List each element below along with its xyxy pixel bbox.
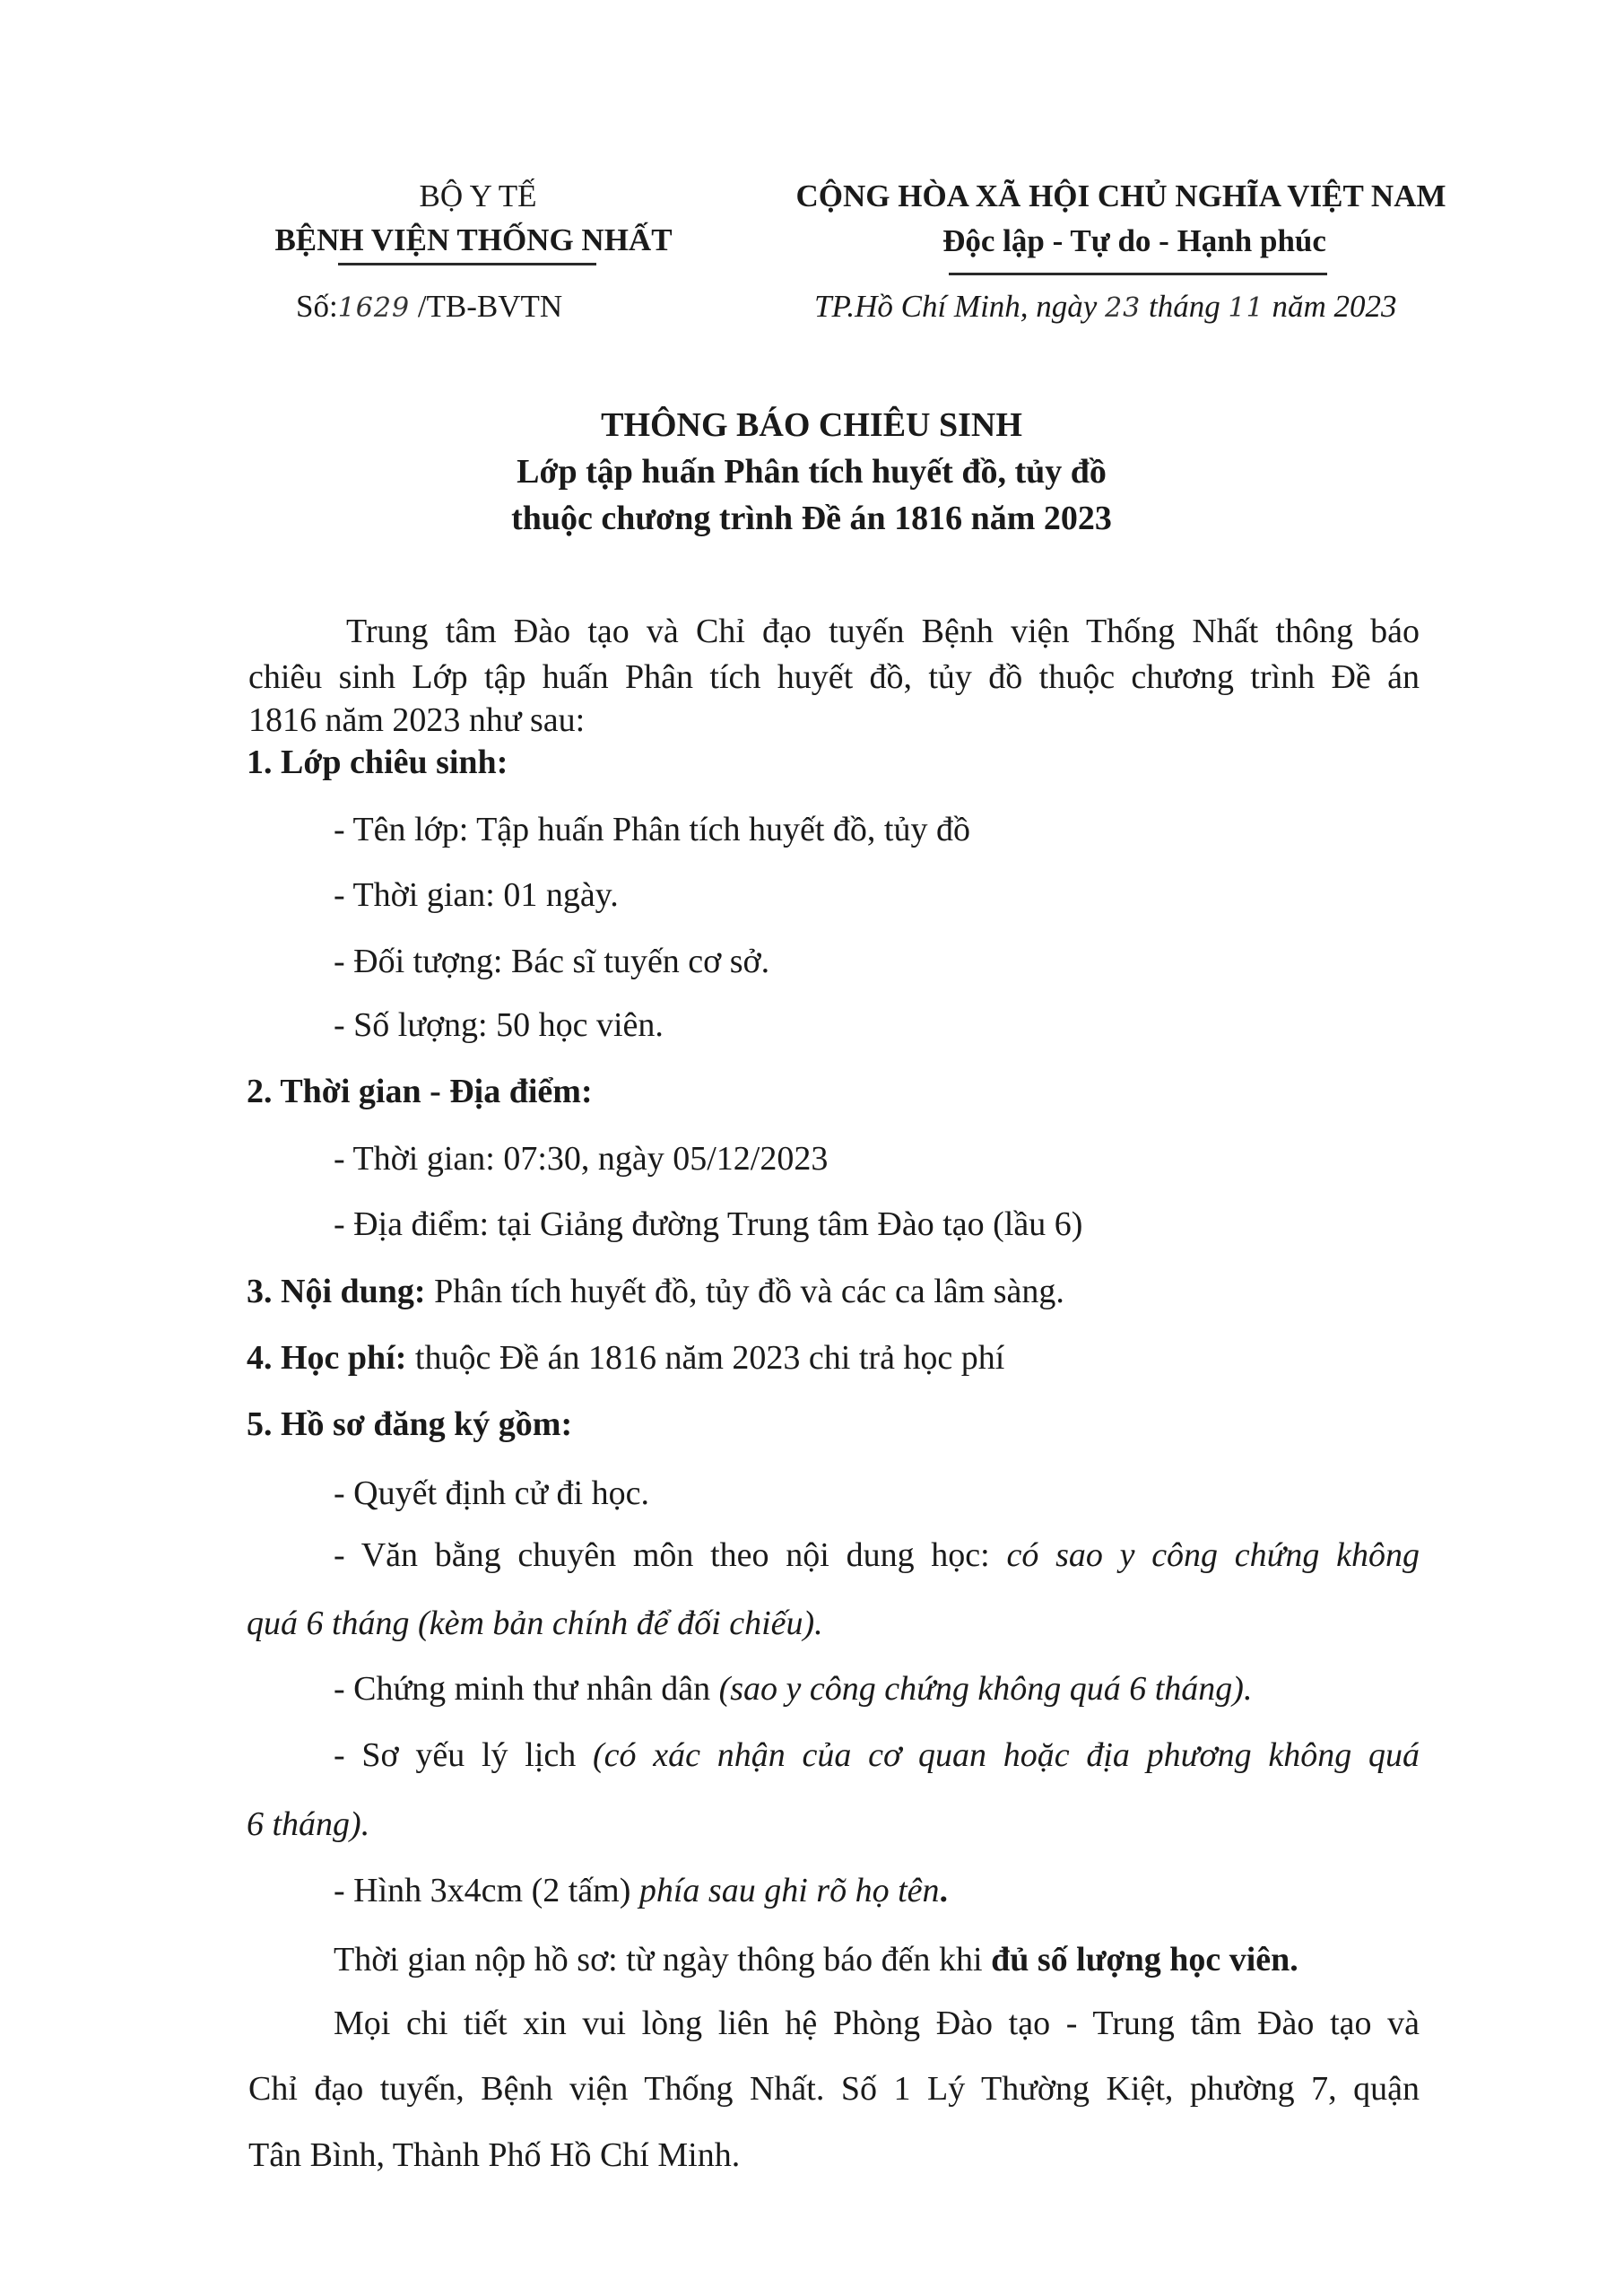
section-1-heading: 1. Lớp chiêu sinh: xyxy=(247,744,508,781)
submission-deadline xyxy=(334,1943,1298,1977)
place-date-prefix: TP.Hồ Chí Minh, ngày xyxy=(814,289,1098,324)
section-5-item-4-note: (có xác nhận của cơ quan hoặc địa phương không quá xyxy=(593,1736,1420,1774)
notice-subtitle-2: thuộc chương trình Đề án 1816 năm 2023 xyxy=(511,500,1112,537)
section-5-heading: 5. Hồ sơ đăng ký gồm: xyxy=(247,1405,573,1443)
deadline-emphasis: đủ số lượng học viên. xyxy=(991,1941,1298,1979)
section-3 xyxy=(247,1274,1064,1309)
contact-line-3: Tân Bình, Thành Phố Hồ Chí Minh. xyxy=(248,2136,741,2174)
national-motto: Độc lập - Tự do - Hạnh phúc xyxy=(942,223,1326,258)
intro-line-3: 1816 năm 2023 như sau: xyxy=(248,701,586,739)
section-5-item xyxy=(334,1538,1420,1572)
section-5-item-4-text: - Sơ yếu lý lịch xyxy=(334,1736,594,1774)
section-5-item-2-note: có sao y công chứng không xyxy=(1006,1536,1420,1574)
handwritten-day: 23 xyxy=(1105,292,1142,324)
section-5-item-5-text: - Hình 3x4cm (2 tấm) xyxy=(334,1872,639,1909)
section-5-item-5-note: phía sau ghi rõ họ tên xyxy=(638,1872,940,1909)
number-suffix: /TB-BVTN xyxy=(410,289,563,324)
document-number xyxy=(296,291,562,324)
notice-title: THÔNG BÁO CHIÊU SINH xyxy=(601,406,1022,444)
hospital-underline xyxy=(338,263,596,265)
country-name: CỘNG HÒA XÃ HỘI CHỦ NGHĨA VIỆT NAM xyxy=(795,178,1446,213)
section-1-item: - Số lượng: 50 học viên. xyxy=(334,1006,664,1044)
section-1-item: - Tên lớp: Tập huấn Phân tích huyết đồ, tủy đồ xyxy=(334,811,970,848)
notice-subtitle-1: Lớp tập huấn Phân tích huyết đồ, tủy đồ xyxy=(517,453,1107,491)
motto-underline xyxy=(949,273,1327,275)
section-5-item xyxy=(334,1738,1420,1772)
year-text: năm 2023 xyxy=(1272,289,1397,324)
handwritten-number: 1629 xyxy=(337,292,411,324)
section-5-item-4-continued: 6 tháng). xyxy=(247,1805,370,1843)
section-5-item xyxy=(334,1874,948,1908)
section-5-item: - Quyết định cử đi học. xyxy=(334,1474,649,1512)
section-5-item xyxy=(334,1672,1252,1706)
handwritten-month: 11 xyxy=(1228,292,1264,324)
contact-line-2: Chỉ đạo tuyến, Bệnh viện Thống Nhất. Số 1 Lý Thường Kiệt, phường 7, quận xyxy=(248,2070,1420,2108)
section-2-item: - Thời gian: 07:30, ngày 05/12/2023 xyxy=(334,1140,829,1178)
intro-line-2: chiêu sinh Lớp tập huấn Phân tích huyết đồ, tủy đồ thuộc chương trình Đề án xyxy=(248,658,1420,696)
section-4-text: thuộc Đề án 1816 năm 2023 chi trả học phí xyxy=(406,1339,1005,1377)
section-5-item-2-text: - Văn bằng chuyên môn theo nội dung học: xyxy=(334,1536,1007,1574)
intro-line-1: Trung tâm Đào tạo và Chỉ đạo tuyến Bệnh viện Thống Nhất thông báo xyxy=(346,613,1420,650)
deadline-text: Thời gian nộp hồ sơ: từ ngày thông báo đến khi xyxy=(334,1941,992,1979)
section-3-label: 3. Nội dung: xyxy=(247,1273,426,1310)
section-2-heading: 2. Thời gian - Địa điểm: xyxy=(247,1073,593,1110)
hospital-name: BỆNH VIỆN THỐNG NHẤT xyxy=(274,222,673,257)
number-prefix: Số: xyxy=(296,289,338,324)
section-5-item-2-continued: quá 6 tháng (kèm bản chính để đối chiếu). xyxy=(247,1605,823,1642)
contact-line-1: Mọi chi tiết xin vui lòng liên hệ Phòng Đào tạo - Trung tâm Đào tạo và xyxy=(334,2005,1420,2042)
section-4 xyxy=(247,1341,1004,1375)
section-5-item-3-note: (sao y công chứng không quá 6 tháng). xyxy=(718,1670,1253,1708)
section-4-label: 4. Học phí: xyxy=(247,1339,407,1377)
section-5-item-3-text: - Chứng minh thư nhân dân xyxy=(334,1670,719,1708)
place-date xyxy=(814,291,1396,324)
ministry-name: BỘ Y TẾ xyxy=(419,178,537,213)
section-2-item: - Địa điểm: tại Giảng đường Trung tâm Đào tạo (lầu 6) xyxy=(334,1205,1083,1243)
section-3-text: Phân tích huyết đồ, tủy đồ và các ca lâm sàng. xyxy=(425,1273,1064,1310)
month-label: tháng xyxy=(1149,289,1220,324)
section-5-item-5-end: . xyxy=(939,1872,948,1909)
section-1-item: - Thời gian: 01 ngày. xyxy=(334,876,619,914)
section-1-item: - Đối tượng: Bác sĩ tuyến cơ sở. xyxy=(334,943,770,980)
